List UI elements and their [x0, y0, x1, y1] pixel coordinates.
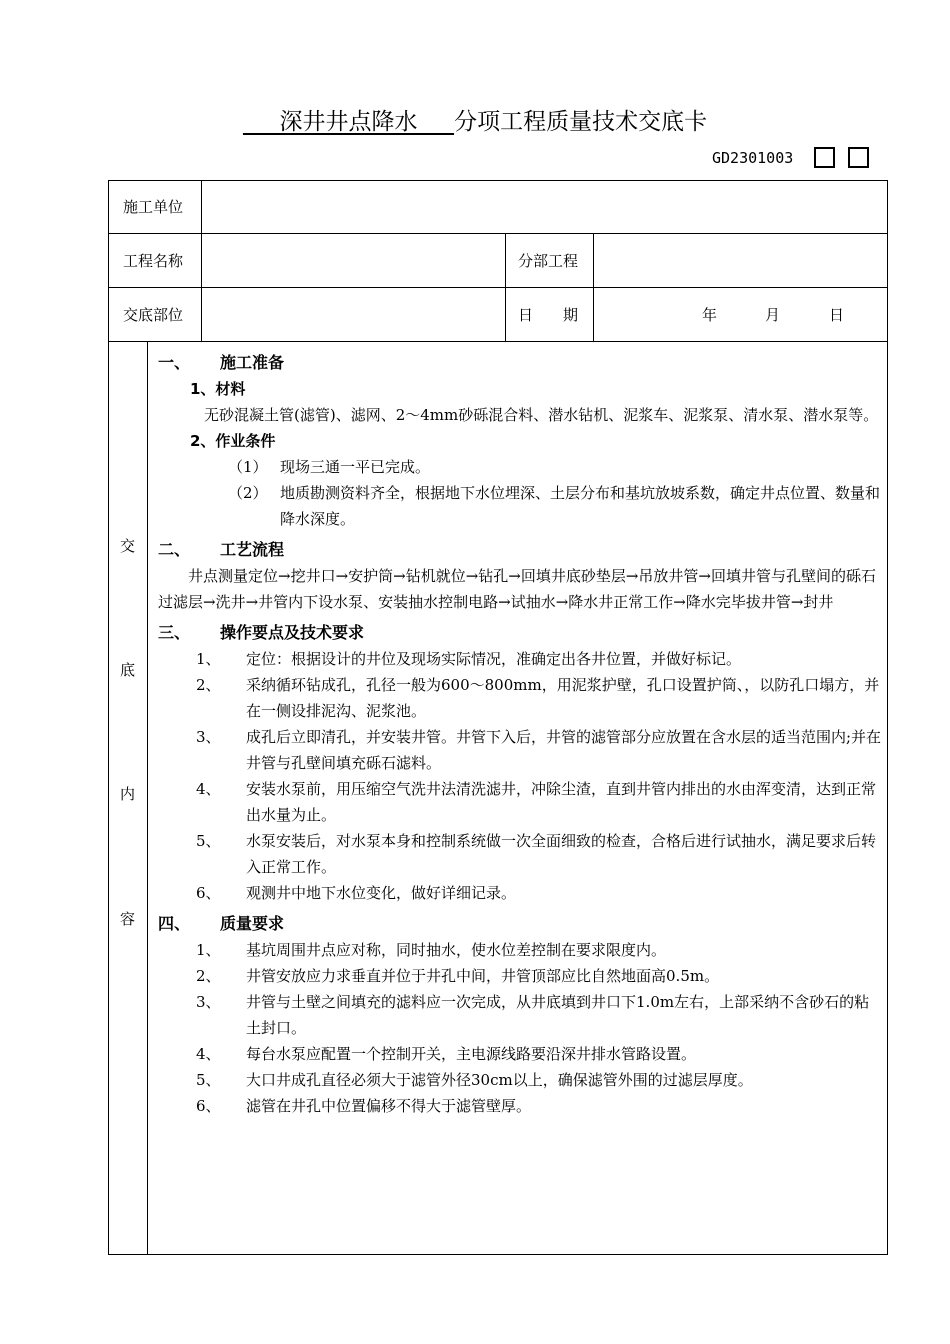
item-number: 3、 [196, 993, 221, 1011]
item-text: 安装水泵前，用压缩空气洗井法清洗滤井，冲除尘渣，直到井管内排出的水由浑变清，达到正常出水量为止。 [246, 780, 877, 824]
list-item [152, 1067, 882, 1093]
list-item [152, 480, 882, 532]
section-title: 工艺流程 [220, 540, 285, 559]
section-number: 二、 [158, 540, 191, 559]
list-item [152, 828, 882, 880]
list-item [152, 672, 882, 724]
col-divider [505, 233, 506, 341]
item-number: 6、 [196, 884, 221, 902]
item-number: 3、 [196, 728, 221, 746]
item-text: 滤管在井孔中位置偏移不得大于滤管壁厚。 [246, 1097, 532, 1115]
section-heading [152, 911, 882, 937]
section-number: 三、 [158, 623, 191, 642]
list-item [152, 776, 882, 828]
item-text: 定位：根据设计的井位及现场实际情况，准确定出各井位置，并做好标记。 [246, 650, 742, 668]
col-divider [201, 180, 202, 341]
list-item [152, 1041, 882, 1067]
item-text: 基坑周围井点应对称，同时抽水，使水位差控制在要求限度内。 [246, 941, 667, 959]
item-text: 水泵安装后，对水泵本身和控制系统做一次全面细致的检查，合格后进行试抽水，满足要求后转入正常工作。 [246, 832, 877, 876]
item-number: 5、 [196, 1071, 221, 1089]
document-code: GD2301003 [712, 149, 794, 167]
item-text: 大口井成孔直径必须大于滤管外径30cm以上，确保滤管外围的过滤层厚度。 [246, 1071, 753, 1089]
item-number: （2） [228, 484, 268, 502]
row-divider [108, 287, 888, 288]
item-text: 井管与土壁之间填充的滤料应一次完成，从井底填到井口下1.0m左右，上部采纳不含砂石的粘土封口。 [246, 993, 870, 1037]
construction-unit-label: 施工单位 [123, 198, 184, 216]
subsection-heading: 1、材料 [190, 380, 246, 398]
item-number: 5、 [196, 832, 221, 850]
item-number: 4、 [196, 780, 221, 798]
section-title: 施工准备 [220, 353, 285, 372]
checkbox-2[interactable] [848, 147, 869, 168]
date-year: 年 [702, 306, 718, 324]
list-item [152, 937, 882, 963]
section-heading [152, 537, 882, 563]
process-flow-text: 井点测量定位→挖井口→安护筒→钻机就位→钻孔→回填井底砂垫层→吊放井管→回填井管与孔壁间的砾石过滤层→洗井→井管内下设水泵、安装抽水控制电路→试抽水→降水井正常工作→降水完毕拔井管→封井 [158, 567, 876, 611]
sub-project-label: 分部工程 [518, 252, 579, 270]
item-text: 观测井中地下水位变化，做好详细记录。 [246, 884, 517, 902]
section-number: 一、 [158, 353, 191, 372]
date-day: 日 [829, 306, 845, 324]
item-text: 采纳循环钻成孔，孔径一般为600～800mm，用泥浆护壁，孔口设置护筒、，以防孔口塌方，并在一侧设排泥沟、泥浆池。 [246, 676, 880, 720]
row-divider [108, 233, 888, 234]
date-label: 日 期 [518, 306, 579, 324]
item-text: 成孔后立即清孔，并安装井管。井管下入后，井管的滤管部分应放置在含水层的适当范围内;并在井管与孔壁间填充砾石滤料。 [246, 728, 882, 772]
item-number: 6、 [196, 1097, 221, 1115]
section-heading [152, 620, 882, 646]
item-number: 1、 [196, 650, 221, 668]
list-item [152, 454, 882, 480]
list-item [152, 724, 882, 776]
side-label-char: 内 [120, 785, 136, 803]
col-divider [593, 233, 594, 341]
item-number: 2、 [196, 967, 221, 985]
side-label-char: 容 [120, 910, 136, 928]
item-number: 2、 [196, 676, 221, 694]
list-item [152, 646, 882, 672]
item-text: 井管安放应力求垂直并位于井孔中间，井管顶部应比自然地面高0.5m。 [246, 967, 720, 985]
section-title: 操作要点及技术要求 [220, 623, 365, 642]
materials-text: 无砂混凝土管(滤管)、滤网、2～4mm砂砾混合料、潜水钻机、泥浆车、泥浆泵、清水泵、潜水泵等。 [204, 406, 879, 424]
section-heading [152, 350, 882, 376]
section-number: 四、 [158, 914, 191, 933]
item-text: 每台水泵应配置一个控制开关，主电源线路要沿深井排水管路设置。 [246, 1045, 697, 1063]
handover-part-label: 交底部位 [123, 306, 184, 324]
subsection-heading: 2、作业条件 [190, 432, 276, 450]
list-item [152, 963, 882, 989]
date-month: 月 [765, 306, 781, 324]
list-item [152, 1093, 882, 1119]
item-number: 1、 [196, 941, 221, 959]
project-name-label: 工程名称 [123, 252, 184, 270]
title-card-name: 分项工程质量技术交底卡 [454, 109, 708, 135]
side-label-char: 交 [120, 537, 136, 555]
item-number: （1） [228, 458, 268, 476]
item-text: 现场三通一平已完成。 [280, 458, 431, 476]
section-title: 质量要求 [220, 914, 285, 933]
handover-content [152, 350, 882, 1119]
side-label-char: 底 [120, 661, 136, 679]
row-divider [108, 341, 888, 342]
list-item [152, 880, 882, 906]
list-item [152, 989, 882, 1041]
document-title [0, 107, 950, 137]
col-divider [147, 341, 148, 1255]
item-text: 地质勘测资料齐全，根据地下水位埋深、土层分布和基坑放坡系数，确定井点位置、数量和降水深度。 [280, 484, 881, 528]
item-number: 4、 [196, 1045, 221, 1063]
checkbox-1[interactable] [814, 147, 835, 168]
title-project-name: 深井井点降水 [242, 109, 455, 135]
